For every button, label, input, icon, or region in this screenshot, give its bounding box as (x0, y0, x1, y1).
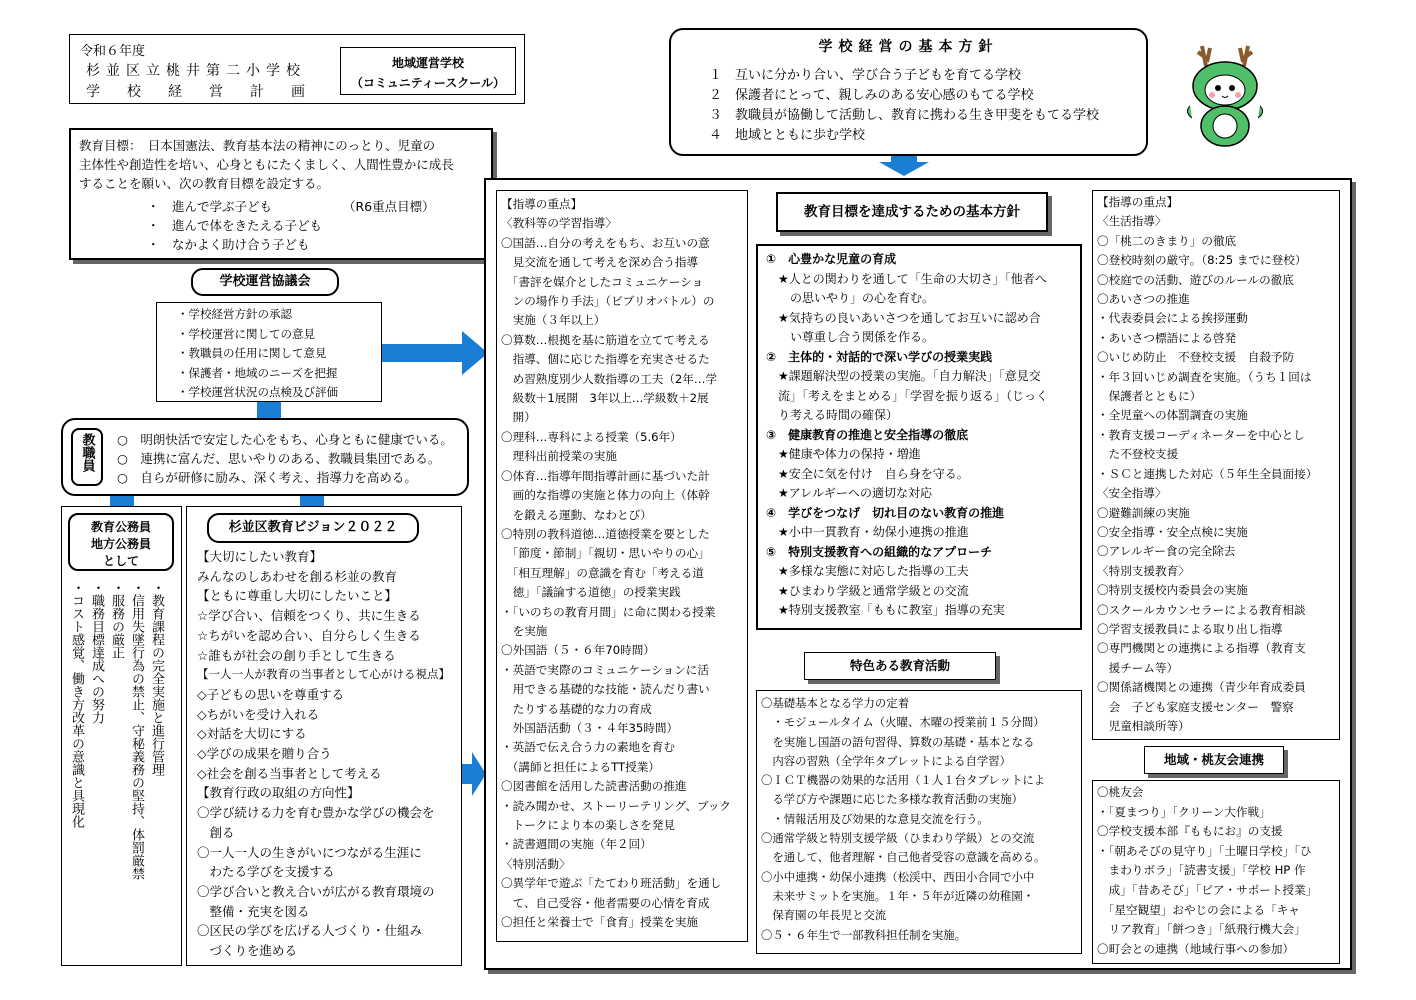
basic-line: ★気持ちの良いあいさつを通してお互いに認め合 (766, 310, 1041, 325)
features-line: 〇通常学級と特別支援学級（ひまわり学級）との交流 (761, 831, 1035, 846)
guidance-left-line: 〈教科等の学習指導〉 (501, 216, 617, 231)
guidance-right-line: ・あいさつ標語による啓発 (1097, 330, 1237, 345)
community-line: 「星空観望」おやじの会による「キャ (1097, 902, 1300, 917)
staff-item: ○ 自らが研修に励み、深く考え、指導力を高める。 (117, 470, 417, 485)
guidance-right-line: ・ＳＣと連携した対応（５年生全員面接） (1097, 466, 1318, 481)
basic-line: ★小中一貫教育・幼保小連携の推進 (766, 525, 969, 539)
vision-line: 【一人一人が教育の当事者として心がける視点】 (197, 667, 450, 682)
guidance-right-line: 〇関係諸機関との連携（青少年育成委員 (1097, 680, 1306, 695)
guidance-right-line: 〇学習支援教員による取り出し指導 (1097, 621, 1283, 636)
vision-line: ☆学び合い、信頼をつくり、共に生きる (197, 608, 421, 624)
guidance-left-line: ・「いのちの教育月間」に命に関わる授業 (501, 604, 716, 619)
guidance-left-line: 「書評を媒介としたコミュニケーショ (501, 274, 704, 289)
down-arrow-policy-head (879, 162, 929, 176)
up-arrow-council (257, 402, 281, 418)
vision-line: 〇区民の学びを広げる人づくり・仕組み (197, 923, 423, 939)
community-line: リア教育」「餅つき」「紙飛行機大会」 (1097, 922, 1306, 937)
vision-line: ◇子どもの思いを尊重する (197, 686, 345, 702)
civil-title: として (102, 554, 139, 568)
plan-title: 学校経営計画 (86, 84, 332, 100)
guidance-left-line: 〇特別の教科道徳…道徳授業を要とした (501, 526, 710, 541)
guidance-left-line: （講師と担任によるTT授業） (501, 759, 660, 774)
guidance-left-line: 〇外国語（５・６年70時間） (501, 643, 655, 658)
guidance-left-line: ・英語で伝え合う力の素地を育む (501, 740, 675, 755)
mascot-icon (1180, 38, 1270, 150)
council-item: ・学校運営に関しての意見 (177, 326, 315, 341)
guidance-right-line: 会 子ども家庭支援センター 警察 (1097, 699, 1294, 714)
civil-duty: ・信用失墜行為の禁止、守秘義務の堅持、体罰厳禁 (129, 581, 144, 880)
community-school-title: 地域運営学校 (391, 56, 464, 70)
guidance-left-line: て、自己受容・他者需要の心情を育成 (501, 895, 710, 910)
guidance-left-line: 〇異学年で遊ぶ「たてわり班活動」を通し (501, 876, 722, 891)
community-line: 〇町会との連携（地域行事への参加） (1097, 941, 1295, 956)
guidance-right-line: ・教育支援コーディネーターを中心とし (1097, 427, 1305, 442)
basic-line: ★安全に気を付け 自ら身を守る。 (766, 466, 969, 481)
policy-item: １ 互いに分かり合い、学び合う子どもを育てる学校 (709, 68, 1022, 83)
vision-line: 整備・充実を図る (197, 903, 310, 919)
guidance-left-line: 〇国語…自分の考えをもち、お互いの意 (501, 235, 710, 250)
community-line: まわりボラ」「読書支援」「学校 HP 作 (1097, 863, 1306, 878)
guidance-left-line: 「相互理解」の意識を育む「考える道 (501, 565, 704, 580)
guidance-right-line: ・年３回いじめ調査を実施。（うち１回は (1097, 369, 1312, 384)
school-name: 杉並区立桃井第二小学校 (86, 63, 306, 79)
guidance-right-line: 〈生活指導〉 (1097, 214, 1167, 229)
guidance-right-line: 〈特別支援教育〉 (1097, 563, 1190, 578)
basic-line: ③ 健康教育の推進と安全指導の徹底 (766, 427, 969, 442)
features-line: を実施し国語の語句習得、算数の基礎・基本となる (761, 734, 1035, 749)
basic-line: ★課題解決型の授業の実施。「自力解決」「意見交 (766, 369, 1041, 383)
vision-title-box (207, 513, 419, 543)
guidance-left-line: め習熟度別少人数指導の工夫（2年…学 (501, 371, 718, 386)
guidance-right-line: ・代表委員会による挨拶運動 (1097, 311, 1248, 326)
guidance-left-line: 用できる基礎的な技能・読んだり書い (501, 682, 710, 697)
guidance-left-line: 外国語活動（３・４年35時間） (501, 720, 679, 735)
basic-line: の思いやり」の心を育む。 (766, 291, 935, 305)
basic-title-box (776, 192, 1048, 232)
basic-line: ② 主体的・対話的で深い学びの授業実践 (766, 349, 993, 364)
year-label: 令和６年度 (80, 44, 146, 59)
features-line: 〇５・６年生で一部教科担任制を実施。 (761, 927, 967, 942)
features-line: ・モジュールタイム（火曜、木曜の授業前１５分間） (761, 715, 1045, 730)
community-line: 〇学校支援本部『ももにお』の支援 (1097, 824, 1283, 839)
guidance-right-line: 〇登校時刻の厳守。（8:25 までに登校） (1097, 253, 1307, 268)
guidance-right-line: た不登校支援 (1097, 447, 1179, 462)
basic-line: り考える時間の確保） (766, 408, 899, 422)
features-line: 〇小中連携・幼保小連携（松渓中、西田小合同で小中 (761, 869, 1035, 884)
guidance-left-line: 徳」「議論する道徳」の授業実践 (501, 585, 681, 600)
right-arrow-council (382, 344, 464, 362)
goals-line: 主体性や創造性を培い、心身ともにたくましく、人間性豊かに成長 (79, 157, 454, 172)
features-line: 未来サミットを実施。１年・５年が近隣の幼稚園・ (761, 888, 1035, 903)
vision-line: ◇対話を大切にする (197, 726, 307, 742)
guidance-left-line: 〇担任と栄養士で「食育」授業を実施 (501, 915, 699, 930)
basic-line: ★特別支援教室「ももに教室」指導の充実 (766, 603, 1005, 617)
staff-box (61, 418, 469, 496)
guidance-left-line: 見交流を通して考えを深め合う指導 (501, 255, 699, 270)
basic-line: 流」「考えをまとめる」「学習を振り返る」（じっく (766, 388, 1049, 403)
policy-list (709, 66, 1099, 146)
vision-line: 〇学び続ける力を育む豊かな学びの機会を (197, 805, 435, 821)
civil-duty: ・コスト感覚、働き方改革の意識と具現化 (69, 581, 84, 828)
goal-target: ・ なかよく助け合う子ども (147, 237, 310, 252)
council-title: 学校運営協議会 (219, 274, 311, 289)
guidance-right-line: 援チーム等） (1097, 660, 1179, 675)
civil-duty: ・職務目標達成への努力 (89, 581, 104, 724)
vision-line: わたる学びを支援する (197, 864, 335, 880)
basic-line: ★アレルギーへの適切な対応 (766, 486, 932, 500)
guidance-right-line: 〇アレルギー食の完全除去 (1097, 544, 1236, 559)
community-title-box (1144, 746, 1284, 774)
civil-title: 教育公務員 (90, 520, 151, 534)
features-line: る学び方や課題に応じた多様な教育活動の実施） (761, 792, 1023, 807)
features-box (756, 690, 1082, 954)
vision-line: ◇社会を創る当事者として考える (197, 765, 382, 781)
guidance-right-box (1092, 190, 1340, 740)
guidance-right-line: 児童相談所等） (1097, 718, 1190, 733)
vision-line: 〇学び合いと教え合いが広がる教育環境の (197, 883, 435, 899)
basic-line: ⑤ 特別支援教育への組織的なアプローチ (766, 544, 993, 559)
basic-line: い尊重し合う関係を作る。 (766, 330, 935, 344)
community-school-box (340, 47, 516, 95)
guidance-right-line: 〇特別支援校内委員会の実施 (1097, 583, 1248, 598)
vision-title: 杉並区教育ビジョン２０２２ (228, 520, 398, 535)
council-item: ・学校経営方針の承認 (177, 307, 292, 321)
features-line: を通して、他者理解・自己他者受容の意識を高める。 (761, 850, 1046, 865)
basic-line: ★多様な実態に対応した指導の工夫 (766, 564, 969, 578)
staff-item: ○ 連携に富んだ、思いやりのある、教職員集団である。 (117, 451, 441, 466)
staff-label-box (71, 428, 103, 486)
civil-title: 地方公務員 (90, 537, 151, 551)
civil-title-box (68, 513, 174, 571)
vision-line: 【大切にしたい教育】 (197, 549, 323, 564)
guidance-right-line: 〇校庭での活動、遊びのルールの徹底 (1097, 272, 1294, 287)
focus-note: （R6重点目標） (343, 199, 435, 214)
guidance-left-line: 〈特別活動〉 (501, 856, 571, 871)
goal-target: ・ 進んで学ぶ子ども (147, 199, 273, 214)
community-line: ・「夏まつり」「クリーン大作戦」 (1097, 804, 1271, 819)
community-line: 成」「昔あそび」「ピア・サポート授業」 (1097, 882, 1318, 897)
guidance-left-line: 〇図書館を活用した読書活動の推進 (501, 779, 687, 794)
community-school-sub: （コミュニティースクール） (351, 76, 505, 90)
staff-label: 教職員 (79, 433, 95, 472)
guidance-left-line: たりする基礎的な力の育成 (501, 701, 652, 716)
council-item: ・保護者・地域のニーズを把握 (177, 365, 338, 380)
vision-line: ◇学びの成果を贈り合う (197, 746, 332, 762)
guidance-left-line: ンの場作り手法」（ビブリオバトル）の (501, 294, 715, 309)
guidance-right-line: 〇あいさつの推進 (1097, 292, 1190, 307)
basic-line: ★健康や体力の保持・増進 (766, 447, 921, 461)
guidance-right-line: 〇避難訓練の実施 (1097, 505, 1190, 520)
vision-line: ◇ちがいを受け入れる (197, 706, 320, 722)
council-title-box (191, 268, 339, 296)
features-line: 保育園の年長児と交流 (761, 908, 887, 923)
guidance-left-line: 理科出前授業の実施 (501, 449, 617, 464)
goals-line: することを願い、次の教育目標を設定する。 (79, 176, 330, 191)
guidance-right-line: 〇スクールカウンセラーによる教育相談 (1097, 602, 1306, 617)
guidance-left-line: 級数＋1展開 3年以上…学級数＋2展 (501, 391, 709, 406)
community-title: 地域・桃友会連携 (1163, 752, 1264, 767)
guidance-right-line: 〇「桃二のきまり」の徹底 (1097, 233, 1237, 248)
guidance-left-line: 画的な指導の実施と体力の向上（体幹 (501, 488, 710, 503)
guidance-left-line: トークにより本の楽しさを発見 (501, 818, 675, 832)
civil-duty: ・服務の厳正 (109, 581, 124, 659)
guidance-left-line: ・読み聞かせ、ストーリーテリング、ブック (501, 798, 732, 813)
guidance-left-line: 実施（３年以上） (501, 313, 606, 328)
guidance-left-line: 〇体育…指導年間指導計画に基づいた計 (501, 468, 710, 483)
goal-target: ・ 進んで体をきたえる子ども (147, 218, 323, 233)
community-line: ・「朝あそびの見守り」「土曜日学校」「ひ (1097, 843, 1312, 858)
civil-box (61, 506, 182, 966)
vision-line: 【ともに尊重し大切にしたいこと】 (197, 588, 398, 604)
guidance-left-line: ・読書週間の実施（年２回） (501, 837, 652, 852)
guidance-left-line: 〇算数…根拠を基に筋道を立てて考える (501, 332, 710, 347)
basic-line: ④ 学びをつなげ 切れ目のない教育の推進 (766, 505, 1005, 520)
goals-line: 教育目標： 日本国憲法、教育基本法の精神にのっとり、児童の (79, 138, 436, 153)
guidance-left-line: ・英語で実際のコミュニケーションに活 (501, 662, 709, 677)
features-line: 〇ＩＣＴ機器の効果的な活用（１人１台タブレットによ (761, 773, 1046, 788)
policy-item: ４ 地域とともに歩む学校 (709, 128, 866, 143)
policy-item: ３ 教職員が協働して活動し、教育に携わる生き甲斐をもてる学校 (709, 108, 1100, 123)
guidance-left-line: 指導、個に応じた指導を充実させるた (501, 352, 710, 367)
guidance-right-line: 〇専門機関との連携による指導（教育支 (1097, 641, 1306, 656)
guidance-left-line: を実施 (501, 623, 548, 638)
community-box (1092, 780, 1340, 964)
features-line: 内容の習熟（全学年タブレットによる自学習） (761, 753, 1012, 768)
policy-item: ２ 保護者にとって、親しみのある安心感のもてる学校 (709, 88, 1034, 103)
guidance-left-line: 【指導の重点】 (501, 197, 583, 211)
vision-line: ☆ちがいを認め合い、自分らしく生きる (197, 627, 421, 643)
basic-box (756, 244, 1082, 630)
header-box (69, 34, 525, 104)
features-line: 〇基礎基本となる学力の定着 (761, 696, 910, 710)
guidance-right-line: 〇いじめ防止 不登校支援 自殺予防 (1097, 350, 1295, 365)
basic-line: ★人との関わりを通して「生命の大切さ」「他者へ (766, 271, 1047, 286)
guidance-right-line: 〇安全指導・安全点検に実施 (1097, 524, 1248, 539)
staff-item: ○ 明朗快活で安定した心をもち、心身ともに健康でいる。 (117, 432, 453, 447)
policy-title: 学校経営の基本方針 (818, 39, 999, 55)
guidance-right-line: 〈安全指導〉 (1097, 486, 1167, 501)
vision-line: づくりを進める (197, 943, 298, 959)
features-line: ・情報活用及び効果的な意見交流を行う。 (761, 811, 989, 826)
basic-title: 教育目標を達成するための基本方針 (804, 204, 1020, 220)
guidance-right-line: ・全児童への体罰調査の実施 (1097, 408, 1248, 423)
basic-line: ① 心豊かな児童の育成 (766, 252, 897, 266)
features-title: 特色ある教育活動 (849, 658, 950, 673)
guidance-left-line: を鍛える運動、なわとび） (501, 507, 652, 522)
policy-box (669, 28, 1148, 156)
civil-duty: ・教育課程の完全実施と進行管理 (149, 581, 164, 776)
guidance-left-line: 〇理科…専科による授業（5.6年） (501, 429, 682, 444)
vision-line: 〇一人一人の生きがいにつながる生涯に (197, 844, 422, 860)
basic-line: ★ひまわり学級と通常学級との交流 (766, 583, 969, 598)
vision-line: 【教育行政の取組の方向性】 (197, 785, 360, 801)
council-item: ・教職員の任用に関して意見 (177, 346, 327, 360)
guidance-right-line: 保護者とともに） (1097, 389, 1202, 404)
guidance-left-line: 開） (501, 410, 536, 425)
vision-line: ☆誰もが社会の創り手として生きる (197, 647, 396, 663)
community-line: 〇桃友会 (1097, 785, 1144, 799)
features-title-box (804, 652, 996, 680)
guidance-left-line: 「節度・節制」「親切・思いやりの心」 (501, 546, 710, 561)
vision-line: みんなのしあわせを創る杉並の教育 (197, 568, 398, 584)
council-box (156, 302, 382, 402)
guidance-right-line: 【指導の重点】 (1097, 195, 1179, 209)
guidance-left-box (496, 190, 748, 942)
goals-box (69, 128, 493, 260)
council-item: ・学校運営状況の点検及び評価 (177, 385, 338, 399)
vision-line: 創る (197, 824, 235, 840)
vision-box (186, 506, 462, 966)
